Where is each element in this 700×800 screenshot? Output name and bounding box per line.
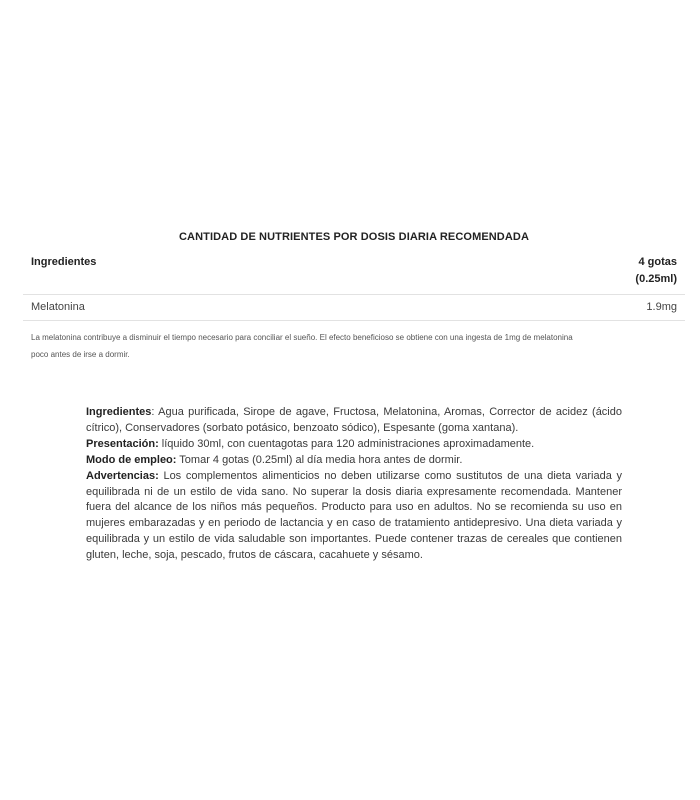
table-row <box>23 295 685 321</box>
usage-text: Tomar 4 gotas (0.25ml) al día media hora antes de dormir. <box>176 453 463 466</box>
nutrition-title: CANTIDAD DE NUTRIENTES POR DOSIS DIARIA RECOMENDADA <box>179 231 529 243</box>
presentation-label: Presentación: <box>86 437 159 450</box>
nutrition-table-section <box>23 228 685 363</box>
table-header <box>23 246 685 295</box>
table-footnote: La melatonina contribuye a disminuir el tiempo necesario para conciliar el sueño. El efecto beneficioso se obtiene con una ingesta de 1mg de melatonina poco antes de irse a dormir. <box>31 333 573 359</box>
row-nutrient-name: Melatonina <box>31 301 85 313</box>
ingredients-text: : Agua purificada, Sirope de agave, Fructosa, Melatonina, Aromas, Corrector de acidez (ácido cítrico), Conservadores (sorbato potásico, benzoato sódico), Espesante (goma xantana). <box>86 406 622 434</box>
usage-paragraph <box>86 453 622 469</box>
header-dose-line2: (0.25ml) <box>635 273 677 285</box>
presentation-paragraph <box>86 437 622 453</box>
ingredients-paragraph <box>86 405 622 437</box>
header-ingredients: Ingredientes <box>31 256 97 268</box>
warnings-label: Advertencias: <box>86 469 159 482</box>
presentation-text: líquido 30ml, con cuentagotas para 120 administraciones aproximadamente. <box>158 437 535 450</box>
header-dose-line1: 4 gotas <box>638 256 677 268</box>
usage-label: Modo de empleo: <box>86 453 177 466</box>
warnings-text: Los complementos alimenticios no deben utilizarse como sustitutos de una dieta variada y equilibrada ni de un estilo de vida sano. No superar la dosis diaria expresamente recomendada. Mantener fuera del alcance de los niños más pequeños. Producto para uso en adultos. No se recomienda su uso en mujeres embarazadas y en periodo de lactancia y en caso de tratamiento antidepresivo. Una dieta variada y equilibrada y un estilo de vida saludable son importantes. Puede contener trazas de cereales que contienen gluten, leche, soja, pescado, frutos de cáscara, cacahuete y sésamo. <box>86 469 622 562</box>
header-dose <box>635 254 677 288</box>
warnings-paragraph <box>86 469 622 564</box>
row-nutrient-amount: 1.9mg <box>646 301 677 313</box>
product-info <box>86 405 622 564</box>
ingredients-label: Ingredientes <box>86 406 152 418</box>
